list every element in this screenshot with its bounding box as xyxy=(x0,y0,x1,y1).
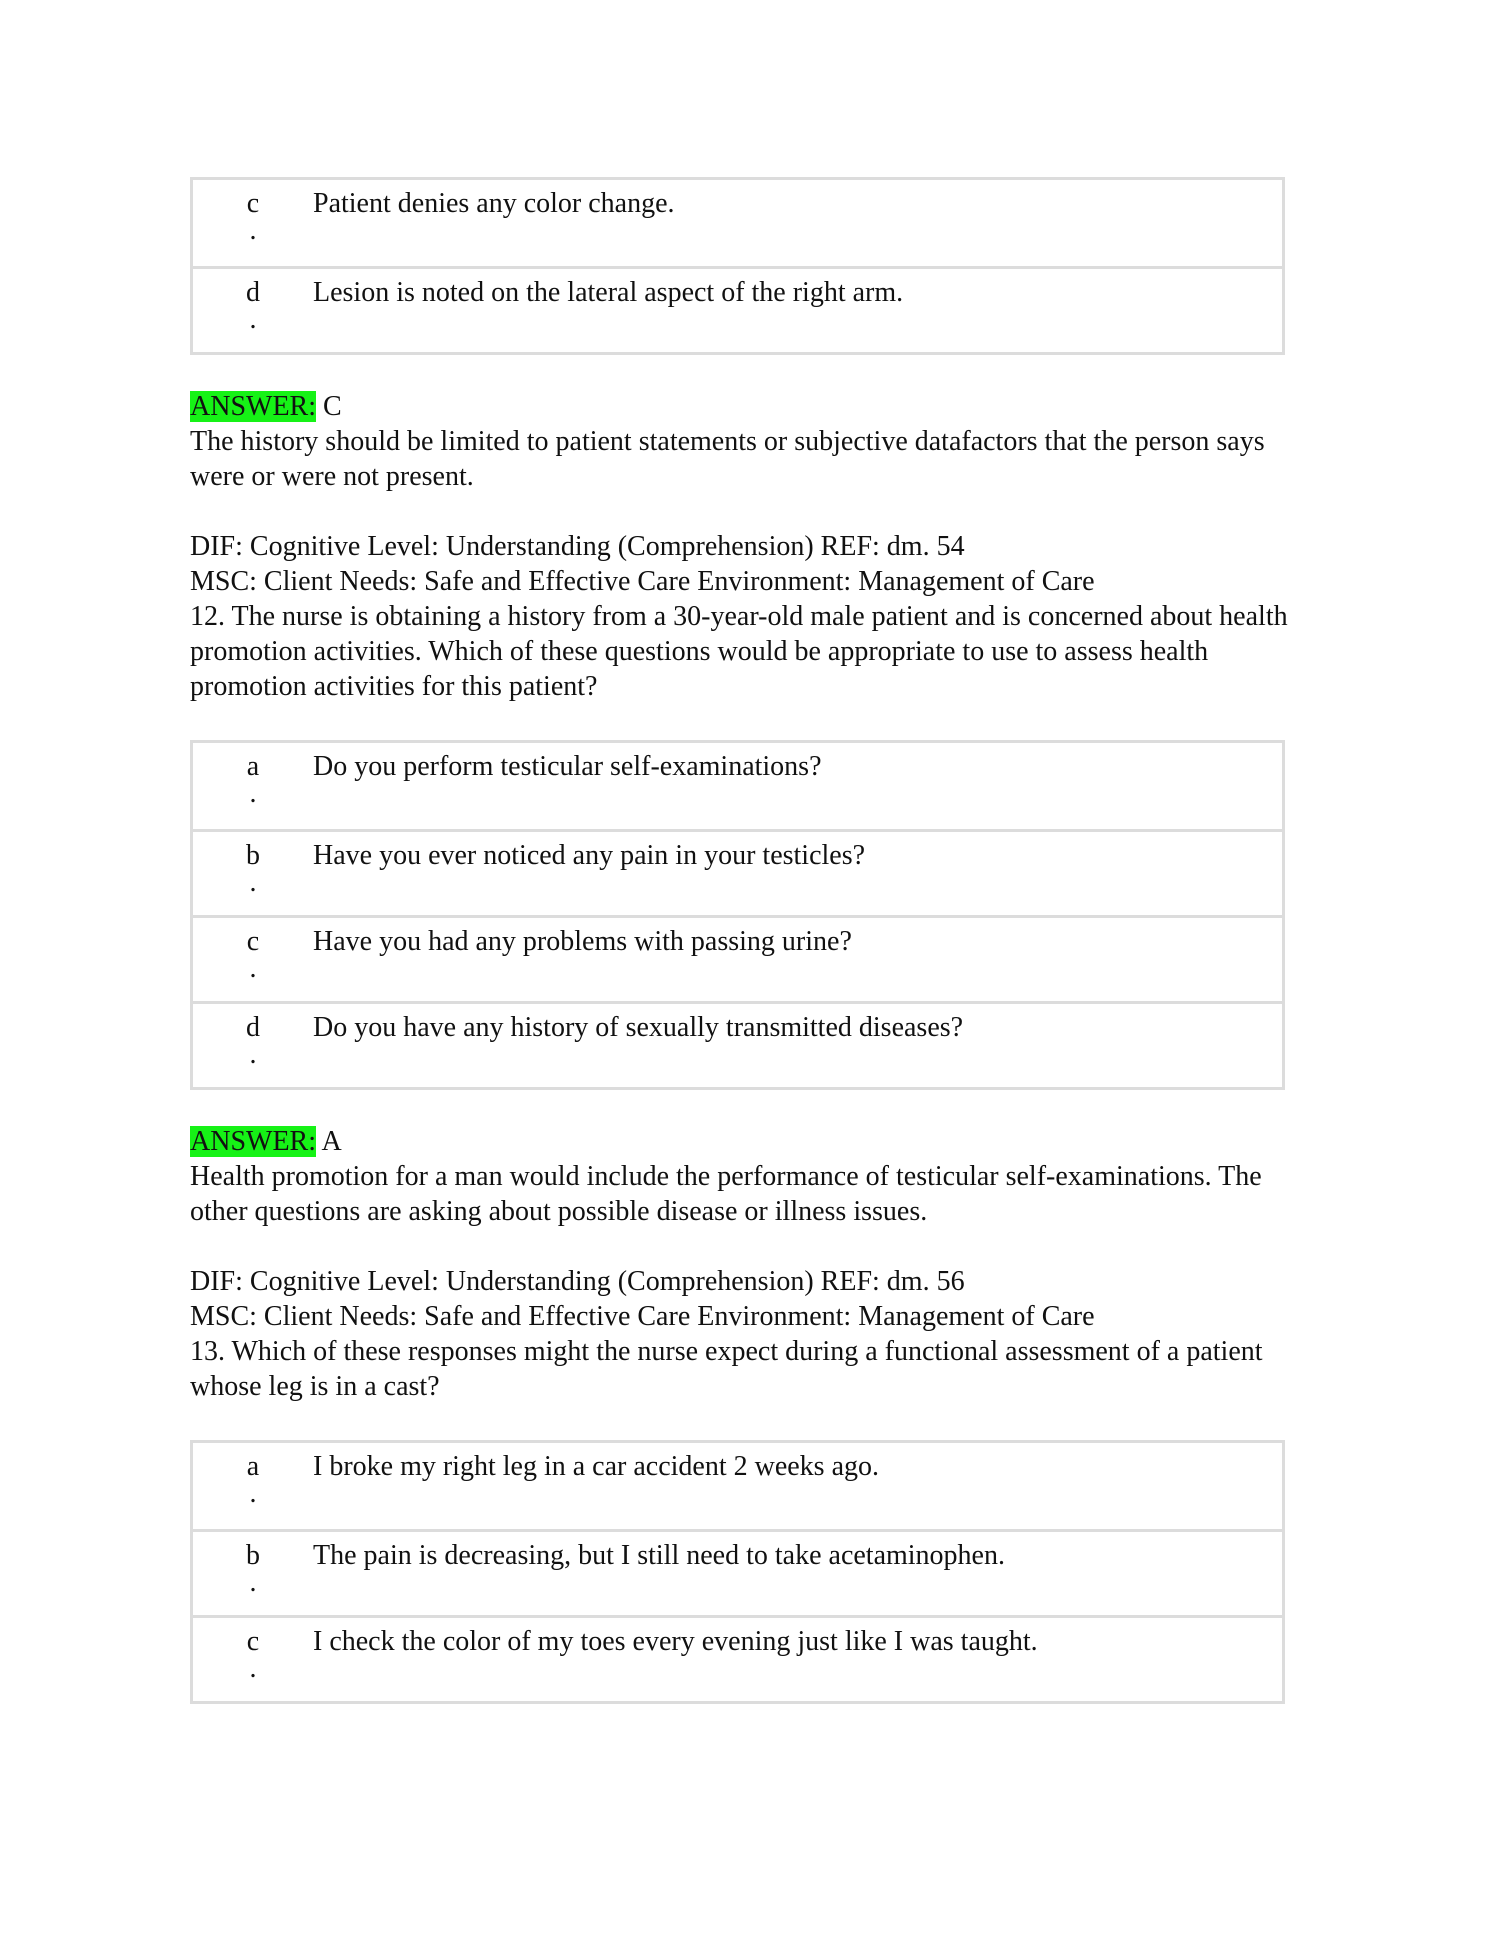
dif-line-q11: DIF: Cognitive Level: Understanding (Comprehension) REF: dm. 54 xyxy=(190,531,965,562)
option-letter-text: a xyxy=(246,1451,260,1482)
question-13-text: 13. Which of these responses might the nurse expect during a functional assessment of a patient whose leg is in a cast? xyxy=(190,1336,1263,1402)
option-text: Have you ever noticed any pain in your testicles? xyxy=(313,840,866,871)
dif-line-q12: DIF: Cognitive Level: Understanding (Comprehension) REF: dm. 56 xyxy=(190,1266,965,1297)
option-row xyxy=(193,743,1282,829)
option-letter-text: d xyxy=(246,1012,260,1043)
option-letter-text: a xyxy=(246,751,260,782)
options-table-q12 xyxy=(190,740,1285,1090)
option-letter-text: b xyxy=(246,1540,260,1571)
option-letter-dot: . xyxy=(249,778,257,809)
option-letter-text: c xyxy=(246,926,260,957)
options-table-q13 xyxy=(190,1440,1285,1704)
option-letter-dot: . xyxy=(249,1039,257,1070)
answer-value: A xyxy=(316,1126,342,1157)
question-12-text: 12. The nurse is obtaining a history from a 30-year-old male patient and is concerned about health promotion activities. Which of these questions would be appropriate to use to assess health promotion activities for this patient? xyxy=(190,601,1288,702)
option-letter xyxy=(193,180,313,266)
option-text: Do you have any history of sexually transmitted diseases? xyxy=(313,1012,964,1043)
answer-line-q12 xyxy=(190,1124,1310,1159)
option-letter-text: c xyxy=(246,1626,260,1657)
option-row xyxy=(193,180,1282,266)
option-letter-dot: . xyxy=(249,953,257,984)
option-letter xyxy=(193,832,313,915)
document-page xyxy=(190,177,1310,1704)
option-text: Lesion is noted on the lateral aspect of the right arm. xyxy=(313,277,904,308)
option-text: I check the color of my toes every evening just like I was taught. xyxy=(313,1626,1038,1657)
rationale-q12: Health promotion for a man would include the performance of testicular self-examinations. The other questions are asking about possible disease or illness issues. xyxy=(190,1161,1262,1227)
option-letter-dot: . xyxy=(249,1567,257,1598)
option-letter xyxy=(193,269,313,352)
msc-line-q11: MSC: Client Needs: Safe and Effective Care Environment: Management of Care xyxy=(190,566,1095,597)
option-text: Do you perform testicular self-examinations? xyxy=(313,751,822,782)
option-letter-dot: . xyxy=(249,304,257,335)
option-letter-text: b xyxy=(246,840,260,871)
answer-value: C xyxy=(316,391,342,422)
rationale-q11: The history should be limited to patient statements or subjective datafactors that the person says were or were not present. xyxy=(190,426,1265,492)
option-letter xyxy=(193,1618,313,1701)
option-row xyxy=(193,1529,1282,1615)
msc-line-q12: MSC: Client Needs: Safe and Effective Care Environment: Management of Care xyxy=(190,1301,1095,1332)
option-letter-dot: . xyxy=(249,215,257,246)
option-text: Have you had any problems with passing urine? xyxy=(313,926,852,957)
option-row xyxy=(193,266,1282,352)
option-row xyxy=(193,915,1282,1001)
option-row xyxy=(193,829,1282,915)
answer-label: ANSWER: xyxy=(190,1126,316,1157)
option-text: Patient denies any color change. xyxy=(313,188,675,219)
option-row xyxy=(193,1001,1282,1087)
options-table-q11 xyxy=(190,177,1285,355)
option-letter-dot: . xyxy=(249,1478,257,1509)
option-text: The pain is decreasing, but I still need to take acetaminophen. xyxy=(313,1540,1005,1571)
option-letter xyxy=(193,918,313,1001)
option-letter xyxy=(193,743,313,829)
answer-line-q11 xyxy=(190,389,1310,424)
option-letter xyxy=(193,1004,313,1087)
option-letter xyxy=(193,1532,313,1615)
answer-label: ANSWER: xyxy=(190,391,316,422)
option-row xyxy=(193,1443,1282,1529)
option-row xyxy=(193,1615,1282,1701)
option-letter xyxy=(193,1443,313,1529)
option-letter-text: c xyxy=(246,188,260,219)
option-letter-dot: . xyxy=(249,1653,257,1684)
option-text: I broke my right leg in a car accident 2 weeks ago. xyxy=(313,1451,880,1482)
option-letter-text: d xyxy=(246,277,260,308)
option-letter-dot: . xyxy=(249,867,257,898)
